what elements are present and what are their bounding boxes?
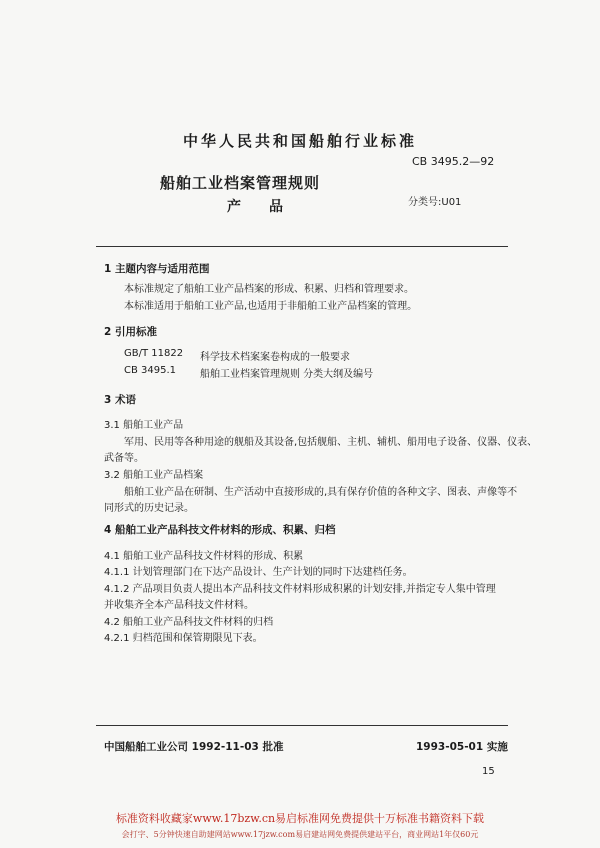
clause-4-1-2-cont: 并收集齐全本产品科技文件材料。 [104, 600, 254, 611]
document-title: 船舶工业档案管理规则 [160, 174, 321, 192]
section-2-heading: 2 引用标准 [104, 326, 157, 338]
approval-note: 中国船舶工业公司 1992-11-03 批准 [104, 741, 284, 753]
clause-4-2-1: 4.2.1 归档范围和保管期限见下表。 [104, 633, 263, 644]
reference-title: 船舶工业档案管理规则 分类大纲及编号 [200, 369, 374, 380]
clause-4-1-1: 4.1.1 计划管理部门在下达产品设计、生产计划的同时下达建档任务。 [104, 567, 413, 578]
reference-title: 科学技术档案案卷构成的一般要求 [200, 352, 350, 363]
industry-standard-heading: 中华人民共和国船舶行业标准 [182, 132, 417, 150]
watermark-line-1: 标准资料收藏家www.17bzw.cn易启标准网免费提供十万标准书籍资料下载 [115, 812, 485, 825]
classification-number: 分类号:U01 [408, 197, 462, 208]
header-divider [96, 246, 508, 247]
term-3-1-definition: 军用、民用等各种用途的舰船及其设备,包括舰船、主机、辅机、船用电子设备、仪器、仪表、 [124, 437, 538, 448]
term-3-2-definition: 船舶工业产品在研制、生产活动中直接形成的,具有保存价值的各种文字、图表、声像等不 [124, 487, 518, 498]
clause-4-1-2: 4.1.2 产品项目负责人提出本产品科技文件材料形成积累的计划安排,并指定专人集中管理 [104, 584, 496, 595]
watermark-line-2: 会打字、5分钟快速自助建网站www.17jzw.com易启建站网免费提供建站平台，商业网站1年仅60元 [121, 830, 479, 839]
standard-number: CB 3495.2—92 [412, 155, 495, 168]
reference-code: CB 3495.1 [124, 365, 177, 376]
term-3-2-heading: 3.2 船舶工业产品档案 [104, 470, 204, 481]
footer-divider [96, 725, 508, 726]
term-3-1-heading: 3.1 船舶工业产品 [104, 420, 184, 431]
section-1-heading: 1 主题内容与适用范围 [104, 263, 210, 275]
document-subtitle: 产品 [227, 199, 311, 215]
term-3-1-definition-cont: 武备等。 [104, 453, 144, 464]
clause-4-1: 4.1 船舶工业产品科技文件材料的形成、积累 [104, 551, 304, 562]
clause-4-2: 4.2 船舶工业产品科技文件材料的归档 [104, 617, 274, 628]
page-number: 15 [482, 766, 495, 777]
term-3-2-definition-cont: 同形式的历史记录。 [104, 503, 194, 514]
reference-code: GB/T 11822 [124, 348, 184, 359]
section-1-paragraph-2: 本标准适用于船舶工业产品,也适用于非船舶工业产品档案的管理。 [124, 301, 418, 312]
section-4-heading: 4 船舶工业产品科技文件材料的形成、积累、归档 [104, 524, 336, 536]
section-1-paragraph-1: 本标准规定了船舶工业产品档案的形成、积累、归档和管理要求。 [124, 284, 414, 295]
section-3-heading: 3 术语 [104, 394, 136, 406]
implementation-date: 1993-05-01 实施 [416, 741, 508, 753]
